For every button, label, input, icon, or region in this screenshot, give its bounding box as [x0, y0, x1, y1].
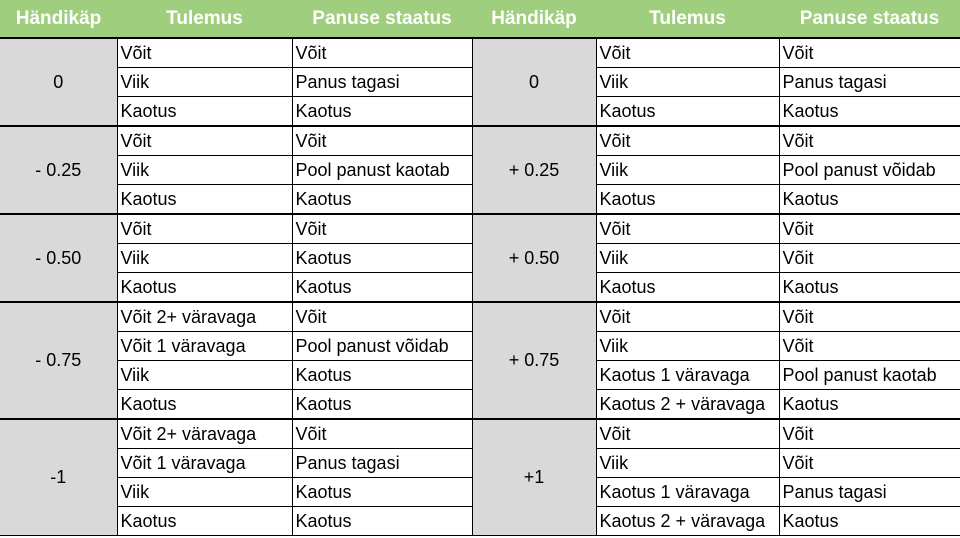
result-cell-left: Võit: [117, 38, 292, 68]
header-handicap-right: Händikäp: [472, 0, 596, 38]
handicap-cell-left: - 0.75: [0, 302, 117, 419]
header-result-left: Tulemus: [117, 0, 292, 38]
status-cell-left: Pool panust võidab: [292, 332, 472, 361]
status-cell-right: Võit: [779, 214, 960, 244]
status-cell-left: Võit: [292, 302, 472, 332]
status-cell-left: Võit: [292, 214, 472, 244]
status-cell-left: Kaotus: [292, 97, 472, 127]
table-row: [0, 38, 960, 68]
status-cell-left: Panus tagasi: [292, 449, 472, 478]
handicap-cell-left: -1: [0, 419, 117, 536]
status-cell-right: Kaotus: [779, 390, 960, 420]
status-cell-right: Võit: [779, 38, 960, 68]
result-cell-left: Viik: [117, 156, 292, 185]
result-cell-right: Kaotus 1 väravaga: [596, 361, 779, 390]
table-row: [0, 126, 960, 156]
status-cell-left: Kaotus: [292, 273, 472, 303]
result-cell-left: Viik: [117, 478, 292, 507]
status-cell-left: Võit: [292, 419, 472, 449]
handicap-cell-right: + 0.25: [472, 126, 596, 214]
handicap-cell-right: +1: [472, 419, 596, 536]
status-cell-right: Kaotus: [779, 185, 960, 215]
result-cell-left: Kaotus: [117, 507, 292, 536]
result-cell-right: Võit: [596, 419, 779, 449]
status-cell-right: Kaotus: [779, 507, 960, 536]
result-cell-right: Viik: [596, 449, 779, 478]
header-bet-status-left: Panuse staatus: [292, 0, 472, 38]
result-cell-right: Võit: [596, 38, 779, 68]
result-cell-right: Kaotus: [596, 97, 779, 127]
table-row: [0, 302, 960, 332]
status-cell-left: Kaotus: [292, 478, 472, 507]
status-cell-right: Võit: [779, 332, 960, 361]
status-cell-right: Panus tagasi: [779, 68, 960, 97]
table-row: [0, 214, 960, 244]
status-cell-right: Võit: [779, 126, 960, 156]
result-cell-left: Kaotus: [117, 185, 292, 215]
result-cell-right: Võit: [596, 126, 779, 156]
header-bet-status-right: Panuse staatus: [779, 0, 960, 38]
result-cell-left: Võit 1 väravaga: [117, 332, 292, 361]
status-cell-right: Pool panust võidab: [779, 156, 960, 185]
status-cell-left: Kaotus: [292, 507, 472, 536]
handicap-cell-left: 0: [0, 38, 117, 126]
result-cell-right: Kaotus: [596, 185, 779, 215]
result-cell-left: Viik: [117, 68, 292, 97]
status-cell-left: Võit: [292, 38, 472, 68]
header-row: [0, 0, 960, 38]
status-cell-right: Pool panust kaotab: [779, 361, 960, 390]
header-handicap-left: Händikäp: [0, 0, 117, 38]
status-cell-left: Kaotus: [292, 185, 472, 215]
result-cell-left: Viik: [117, 361, 292, 390]
result-cell-left: Võit: [117, 126, 292, 156]
result-cell-right: Võit: [596, 302, 779, 332]
result-cell-left: Kaotus: [117, 390, 292, 420]
result-cell-right: Viik: [596, 68, 779, 97]
status-cell-right: Võit: [779, 419, 960, 449]
result-cell-right: Võit: [596, 214, 779, 244]
status-cell-left: Pool panust kaotab: [292, 156, 472, 185]
status-cell-right: Panus tagasi: [779, 478, 960, 507]
result-cell-right: Viik: [596, 156, 779, 185]
result-cell-left: Võit 2+ väravaga: [117, 419, 292, 449]
status-cell-right: Kaotus: [779, 273, 960, 303]
result-cell-left: Võit: [117, 214, 292, 244]
result-cell-right: Kaotus 2 + väravaga: [596, 507, 779, 536]
status-cell-left: Kaotus: [292, 244, 472, 273]
result-cell-left: Võit 1 väravaga: [117, 449, 292, 478]
header-result-right: Tulemus: [596, 0, 779, 38]
result-cell-left: Kaotus: [117, 97, 292, 127]
result-cell-left: Viik: [117, 244, 292, 273]
handicap-cell-left: - 0.25: [0, 126, 117, 214]
handicap-cell-right: + 0.75: [472, 302, 596, 419]
status-cell-left: Panus tagasi: [292, 68, 472, 97]
result-cell-right: Kaotus 1 väravaga: [596, 478, 779, 507]
status-cell-right: Võit: [779, 302, 960, 332]
result-cell-right: Viik: [596, 244, 779, 273]
status-cell-right: Kaotus: [779, 97, 960, 127]
table-row: [0, 419, 960, 449]
handicap-cell-right: + 0.50: [472, 214, 596, 302]
result-cell-left: Kaotus: [117, 273, 292, 303]
result-cell-right: Kaotus 2 + väravaga: [596, 390, 779, 420]
status-cell-left: Kaotus: [292, 390, 472, 420]
status-cell-left: Võit: [292, 126, 472, 156]
result-cell-right: Kaotus: [596, 273, 779, 303]
handicap-cell-right: 0: [472, 38, 596, 126]
handicap-cell-left: - 0.50: [0, 214, 117, 302]
status-cell-right: Võit: [779, 244, 960, 273]
result-cell-right: Viik: [596, 332, 779, 361]
status-cell-right: Võit: [779, 449, 960, 478]
status-cell-left: Kaotus: [292, 361, 472, 390]
result-cell-left: Võit 2+ väravaga: [117, 302, 292, 332]
